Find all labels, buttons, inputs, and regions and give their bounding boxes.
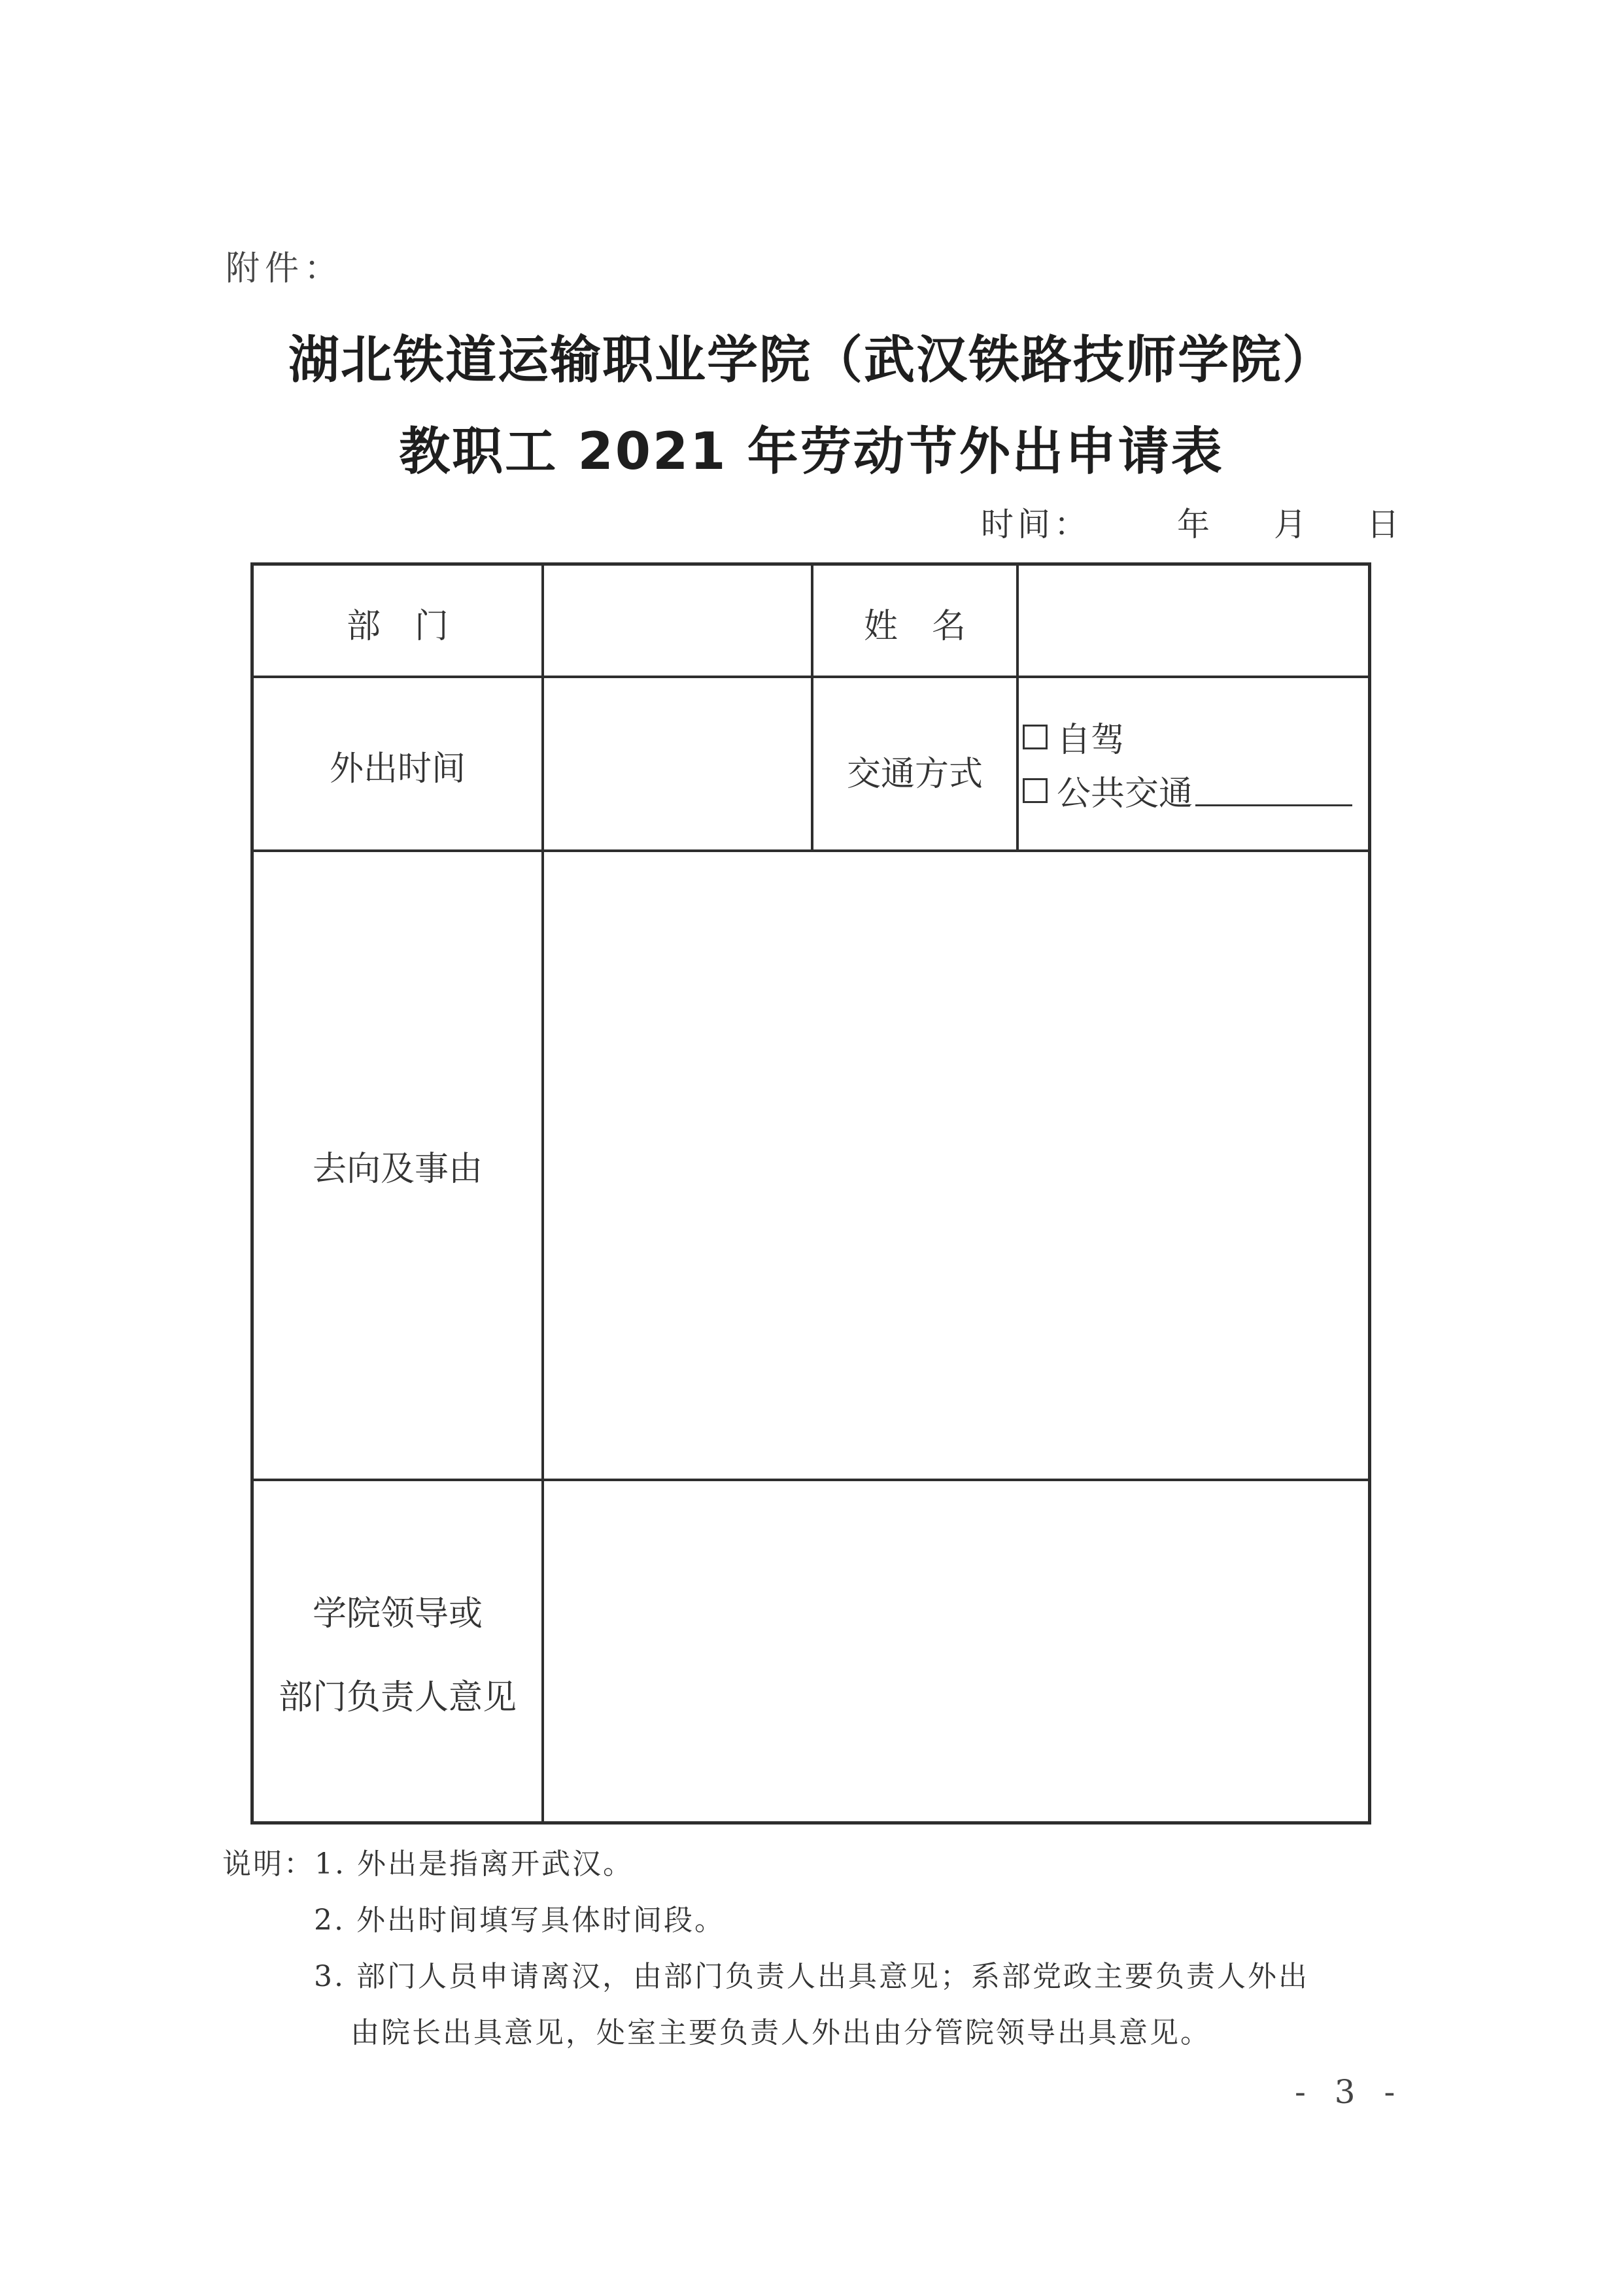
opinion-label-line2: 部门负责人意见: [278, 1678, 517, 1717]
opinion-field[interactable]: [544, 1481, 1368, 1821]
form-title-line1: 湖北铁道运输职业学院（武汉铁路技师学院）: [288, 331, 1335, 390]
transport-label: 交通方式: [846, 755, 983, 794]
transport-option-self-drive[interactable]: [1023, 712, 1125, 761]
self-drive-label: 自驾: [1057, 721, 1125, 760]
date-year-label: 年: [1177, 505, 1210, 543]
date-label: 时间：: [981, 505, 1091, 543]
public-transport-checkbox[interactable]: [1023, 778, 1048, 803]
time-out-label: 外出时间: [329, 749, 466, 789]
name-label: 姓 名: [863, 607, 966, 646]
destination-label: 去向及事由: [312, 1150, 483, 1189]
opinion-label-line1: 学院领导或: [312, 1594, 483, 1634]
time-out-field[interactable]: [544, 678, 811, 849]
date-day-label: 日: [1367, 505, 1399, 543]
notes-prefix: 说明：: [222, 1847, 315, 1881]
destination-field[interactable]: [544, 852, 1368, 1479]
public-transport-label: 公共交通: [1057, 774, 1193, 814]
note-item: 1. 外出是指离开武汉。: [315, 1847, 634, 1881]
page-number: - 3 -: [1295, 2073, 1405, 2111]
date-month-label: 月: [1274, 505, 1307, 543]
date-row: [981, 498, 1399, 544]
self-drive-checkbox[interactable]: [1023, 725, 1048, 749]
attachment-label: 附件：: [226, 249, 344, 288]
transport-option-public[interactable]: [1023, 766, 1352, 815]
note-item: 2. 外出时间填写具体时间段。: [314, 1904, 725, 1937]
public-transport-fill-line[interactable]: [1195, 774, 1352, 806]
note-row-1: [222, 1836, 1309, 1893]
name-field[interactable]: [1019, 566, 1368, 676]
department-label: 部 门: [346, 607, 449, 646]
department-field[interactable]: [544, 566, 811, 676]
form-title-line2: 教职工 2021 年劳动节外出申请表: [399, 422, 1224, 481]
application-form-table: [250, 562, 1371, 1825]
note-item: 由院长出具意见，处室主要负责人外出由分管院领导出具意见。: [350, 2016, 1211, 2049]
note-item: 3. 部门人员申请离汉，由部门负责人出具意见；系部党政主要负责人外出: [314, 1960, 1309, 1993]
notes-section: [222, 1836, 1309, 2061]
